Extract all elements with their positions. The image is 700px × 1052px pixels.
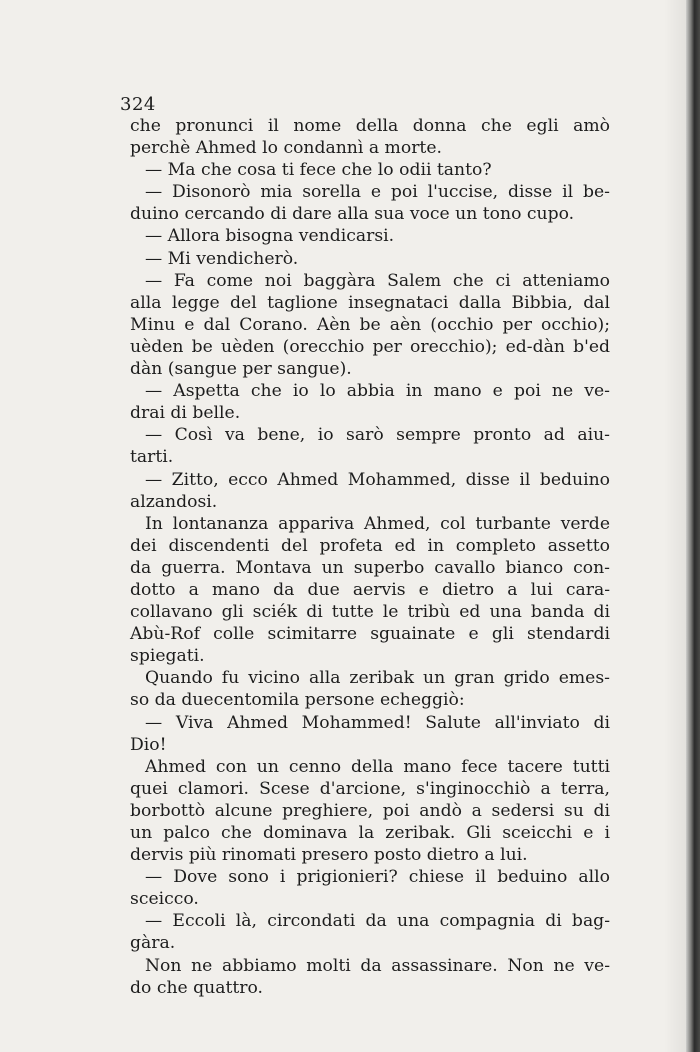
text-line: gàra. bbox=[130, 933, 176, 954]
text-line: tarti. bbox=[130, 447, 174, 468]
text-line: da guerra. Montava un superbo cavallo bianco con- bbox=[130, 557, 610, 578]
text-line: — Fa come noi baggàra Salem che ci atteniamo bbox=[145, 270, 610, 291]
text-line: quei clamori. Scese d'arcione, s'inginocchiò a terra, bbox=[130, 778, 610, 799]
page-gutter-shadow bbox=[664, 0, 686, 1052]
text-line: — Aspetta che io lo abbia in mano e poi ne ve- bbox=[145, 381, 610, 402]
text-line: duino cercando di dare alla sua voce un tono cupo. bbox=[130, 204, 575, 225]
text-line: perchè Ahmed lo condannì a morte. bbox=[130, 138, 442, 159]
text-line: dàn (sangue per sangue). bbox=[130, 359, 352, 380]
text-line: borbottò alcune preghiere, poi andò a sedersi su di bbox=[130, 800, 610, 821]
text-line: spiegati. bbox=[130, 646, 205, 667]
body-text bbox=[130, 115, 610, 999]
text-line: do che quattro. bbox=[130, 977, 264, 998]
text-line: — Mi vendicherò. bbox=[145, 248, 299, 269]
text-line: uèden be uèden (orecchio per orecchio); ed-dàn b'ed bbox=[130, 336, 610, 357]
text-line: che pronunci il nome della donna che egli amò bbox=[130, 116, 610, 136]
text-line: dei discendenti del profeta ed in completo assetto bbox=[130, 535, 610, 556]
text-line: — Dove sono i prigionieri? chiese il beduino allo bbox=[145, 867, 610, 888]
text-line: In lontananza appariva Ahmed, col turbante verde bbox=[145, 513, 610, 534]
text-line: — Allora bisogna vendicarsi. bbox=[145, 226, 395, 247]
text-line: — Zitto, ecco Ahmed Mohammed, disse il beduino bbox=[145, 469, 610, 490]
text-line: Dio! bbox=[130, 734, 167, 755]
text-line: — Viva Ahmed Mohammed! Salute all'inviato di bbox=[145, 712, 610, 733]
text-line: un palco che dominava la zeribak. Gli sceicchi e i bbox=[130, 823, 610, 843]
text-line: — Eccoli là, circondati da una compagnia di bag- bbox=[145, 911, 610, 932]
text-line: Minu e dal Corano. Aèn be aèn (occhio per occhio); bbox=[130, 314, 610, 335]
text-line: dervis più rinomati presero posto dietro a lui. bbox=[130, 845, 528, 866]
text-line: collavano gli sciék di tutte le tribù ed una banda di bbox=[130, 602, 610, 623]
text-line: dotto a mano da due aervis e dietro a lui cara- bbox=[130, 579, 610, 600]
text-line: — Così va bene, io sarò sempre pronto ad aiu- bbox=[145, 425, 610, 446]
text-line: Quando fu vicino alla zeribak un gran grido emes- bbox=[145, 668, 610, 689]
book-binding-edge bbox=[686, 0, 700, 1052]
text-line: alzandosi. bbox=[130, 491, 218, 512]
text-line: Abù-Rof colle scimitarre sguainate e gli stendardi bbox=[130, 624, 610, 645]
text-line: sceicco. bbox=[130, 889, 199, 910]
text-line: so da duecentomila persone echeggiò: bbox=[130, 690, 465, 711]
page-number: 324 bbox=[120, 94, 156, 115]
text-line: — Ma che cosa ti fece che lo odii tanto? bbox=[145, 160, 492, 181]
text-line: Ahmed con un cenno della mano fece tacere tutti bbox=[145, 756, 610, 777]
text-line: alla legge del taglione insegnataci dalla Bibbia, dal bbox=[130, 292, 610, 313]
text-line: — Disonorò mia sorella e poi l'uccise, disse il be- bbox=[145, 182, 610, 203]
text-line: Non ne abbiamo molti da assassinare. Non ne ve- bbox=[145, 955, 610, 976]
text-line: drai di belle. bbox=[130, 403, 241, 424]
